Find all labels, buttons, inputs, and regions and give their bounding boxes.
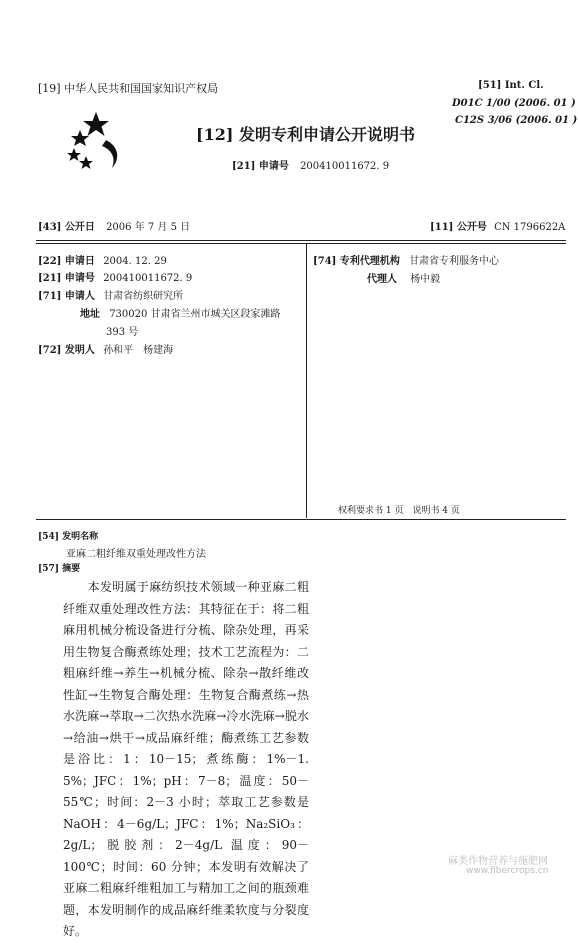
agent-label: 代理人 xyxy=(367,274,397,285)
publication-date xyxy=(38,218,190,233)
applicant-row xyxy=(38,287,183,302)
agent-row xyxy=(367,270,440,285)
applicant-value: 甘肃省纺织研究所 xyxy=(103,291,184,302)
page-count: 权利要求书 1 页 说明书 4 页 xyxy=(338,506,460,516)
app-number-label: [21] 申请号 xyxy=(38,273,95,284)
address-label: 地址 xyxy=(80,309,100,320)
divider-vertical xyxy=(306,244,307,518)
int-cl-label: [51] Int. Cl. xyxy=(478,80,544,91)
inventors-row xyxy=(38,341,173,356)
int-cl-2: C12S 3/06 (2006. 01 ) xyxy=(455,115,578,126)
divider-top-2 xyxy=(36,243,566,244)
app-number-value: 200410011672. 9 xyxy=(103,273,193,284)
office-name: [19] 中华人民共和国国家知识产权局 xyxy=(38,82,219,95)
filing-date-label: [22] 申请日 xyxy=(38,256,95,267)
inventors-label: [72] 发明人 xyxy=(38,345,95,356)
agency-label: [74] 专利代理机构 xyxy=(313,256,400,267)
publication-date-value: 2006 年 7 月 5 日 xyxy=(106,222,191,233)
address-row xyxy=(38,305,281,320)
filing-date-row xyxy=(38,252,167,267)
divider-mid xyxy=(36,519,566,520)
filing-date-value: 2004. 12. 29 xyxy=(103,256,167,267)
publication-number xyxy=(430,218,565,233)
abstract-text: 本发明属于麻纺织技术领域一种亚麻二粗纤维双重处理改性方法：其特征在于：将二粗麻用机械分梳设备进行分梳、除杂处理，再采用生物复合酶煮练处理；技术工艺流程为：二粗麻纤维→养生→机械分梳、除杂→散纤维改性缸→生物复合酶处理：生物复合酶煮练→热水洗麻→萃取→二次热水洗麻→冷水洗麻→脱水→给油→烘干→成品麻纤维；酶煮练工艺参数是浴比：1：10－15；煮练酶：1%－1. 5%；JFC：1%；pH：7－8；温度：50－55℃；时间：2－3 小时；萃取工艺参数是 NaOH：4－6g/L；JFC：1%；Na₂SiO₃：2g/L；脱胶剂：2－4g/L 温度：90－100℃；时间：60 分钟；本发明有效解决了亚麻二粗麻纤维粗加工与精加工之间的瓶颈难题，本发明制作的成品麻纤维柔软度与分裂度好。 xyxy=(63,580,309,938)
applicant-label: [71] 申请人 xyxy=(38,291,95,302)
publication-date-label: [43] 公开日 xyxy=(38,222,95,233)
app-number-row xyxy=(38,269,192,284)
patent-office-emblem xyxy=(66,110,126,172)
inventors-value: 孙和平 杨建海 xyxy=(103,345,174,356)
invention-name-label: [54] 发明名称 xyxy=(38,532,99,542)
agent-value: 杨中毅 xyxy=(410,274,441,285)
abstract-label: [57] 摘要 xyxy=(38,564,81,574)
publication-number-label: [11] 公开号 xyxy=(430,222,487,233)
publication-number-value: CN 1796622A xyxy=(494,222,566,233)
int-cl-1: D01C 1/00 (2006. 01 ) xyxy=(452,98,576,109)
document-title: [12] 发明专利申请公开说明书 xyxy=(196,125,415,144)
title-app-number xyxy=(232,157,389,172)
title-app-number-value: 200410011672. 9 xyxy=(300,161,390,172)
address-line-2: 393 号 xyxy=(106,327,139,338)
agency-value: 甘肃省专利服务中心 xyxy=(409,256,500,267)
watermark-title: 麻类作物营养与施肥网 xyxy=(448,856,548,867)
watermark-url: www.fibercrops.cn xyxy=(466,866,549,876)
invention-name: 亚麻二粗纤维双重处理改性方法 xyxy=(66,549,206,560)
address-line-1: 730020 甘肃省兰州市城关区段家滩路 xyxy=(109,309,281,320)
agency-row xyxy=(313,252,499,267)
title-app-number-label: [21] 申请号 xyxy=(232,161,289,172)
divider-top xyxy=(36,240,566,241)
